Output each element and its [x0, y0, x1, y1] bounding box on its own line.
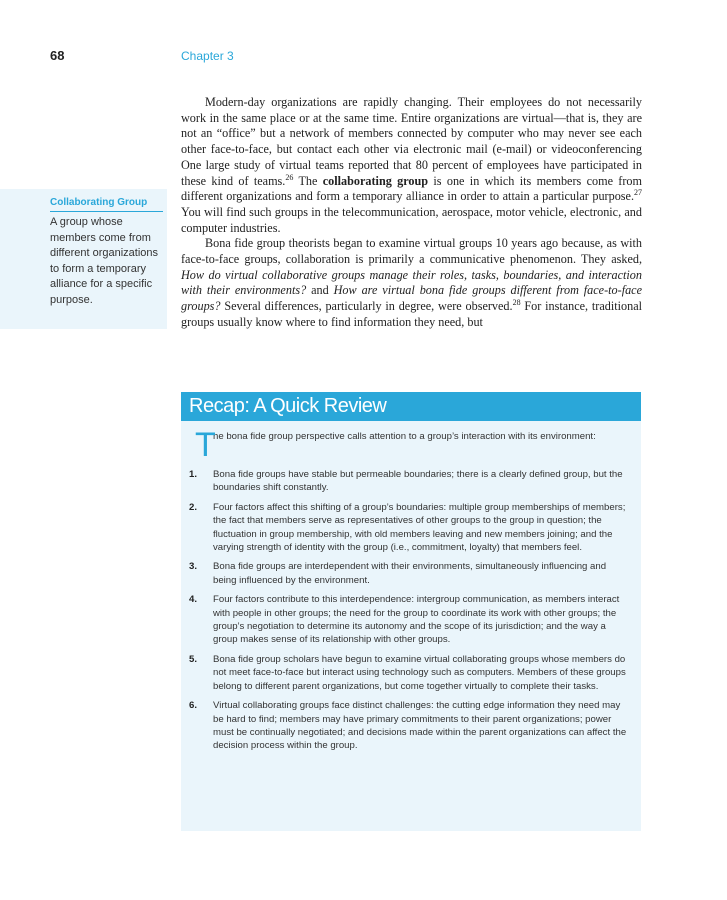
- item-number: 6.: [189, 700, 198, 712]
- item-number: 5.: [189, 653, 198, 665]
- item-text: Four factors affect this shifting of a group’s boundaries: multiple group memberships of members; the fact that members serve as representatives of other groups to the group in question; the fluctuation in group membership, with old members leaving and new members joining; and the varying strength of identity with the group (i.e., commitment, loyalty) that members feel.: [213, 501, 626, 554]
- recap-box: [181, 392, 641, 831]
- recap-item: [189, 593, 627, 647]
- body-text: [181, 95, 642, 331]
- item-text: Bona fide groups are interdependent with their environments, simultaneously influencing and being influenced by the environment.: [213, 561, 607, 586]
- p1-text-c: is one in which its members come from different organizations and form a temporary alliance in order to attain a particular purpose.: [181, 173, 643, 204]
- footnote-ref-26: 26: [285, 172, 294, 182]
- drop-cap: T: [195, 426, 216, 464]
- recap-item: [189, 699, 627, 753]
- p2-text-c: For instance, traditional groups usually know where to find information they need, but: [181, 299, 642, 329]
- paragraph-1: [181, 95, 642, 236]
- footnote-ref-27: 27: [634, 188, 642, 198]
- recap-item: [189, 468, 627, 495]
- p2-text-b: Several differences, particularly in degree, were observed.: [220, 299, 513, 314]
- p2-question-2: How are virtual bona fide groups different from face-to-face groups?: [181, 283, 642, 314]
- item-number: 3.: [189, 561, 198, 573]
- chapter-label: Chapter 3: [181, 49, 234, 63]
- p2-and: and: [306, 283, 334, 298]
- p2-question-1: How do virtual collaborative groups manage their roles, tasks, boundaries, and interaction with their environments?: [181, 267, 642, 298]
- glossary-definition: A group whose members come from different organizations to form a temporary alliance for a specific purpose.: [50, 216, 159, 306]
- item-text: Virtual collaborating groups face distinct challenges: the cutting edge information they need may be hard to find; members may have primary commitments to their parent organizations; power must be continually negotiated; and decisions made within the parent organizations can affect the decision process within the group.: [213, 700, 627, 752]
- item-number: 1.: [189, 469, 198, 480]
- p1-text-b: The: [293, 173, 323, 188]
- recap-item: [189, 653, 627, 693]
- p2-text-a: Bona fide group theorists began to examine virtual groups 10 years ago because, as with face-to-face groups, collaboration is primarily a communicative phenomenon. They asked,: [181, 236, 642, 267]
- recap-intro: [195, 426, 627, 464]
- recap-item: [189, 560, 627, 587]
- recap-item: [189, 501, 627, 555]
- p1-text-d: You will find such groups in the telecommunication, aerospace, motor vehicle, electronic, and computer industries.: [181, 204, 642, 235]
- item-text: Four factors contribute to this interdependence: intergroup communication, as members interact with people in other groups; the need for the group to coordinate its work with other groups; the group’s negotiation to determine its autonomy and the scope of its jurisdiction; and the way a group makes sense of its relationship with other groups.: [213, 594, 620, 646]
- item-number: 4.: [189, 594, 198, 606]
- footnote-ref-28: 28: [512, 298, 521, 308]
- recap-list: [181, 468, 641, 753]
- item-text: Bona fide group scholars have begun to examine virtual collaborating groups whose members do not meet face-to-face but interact using technology such as computers. Members of these groups belong to different parent organizations, but come together virtually to complete their tasks.: [213, 653, 626, 692]
- glossary-term: Collaborating Group: [50, 197, 163, 212]
- recap-title: Recap: A Quick Review: [181, 392, 641, 421]
- key-term: collaborating group: [322, 173, 429, 188]
- item-text: Bona fide groups have stable but permeable boundaries; there is a clearly defined group, but the boundaries shift constantly.: [213, 469, 623, 494]
- paragraph-2: [181, 236, 642, 330]
- page-number: 68: [50, 48, 65, 63]
- p1-text-a: Modern-day organizations are rapidly changing. Their employees do not necessarily work in the same place or at the same time. Entire organizations are virtual—that is, they are not an “office” but a network of members connected by computer who may never see each other face-to-face, but contact each other via electronic mail (e-mail) or videoconferencing One large study of virtual teams reported that 80 percent of employees have participated in these kind of teams.: [181, 95, 642, 188]
- recap-intro-text: he bona fide group perspective calls attention to a group’s interaction with its environment:: [213, 431, 596, 442]
- item-number: 2.: [189, 501, 198, 513]
